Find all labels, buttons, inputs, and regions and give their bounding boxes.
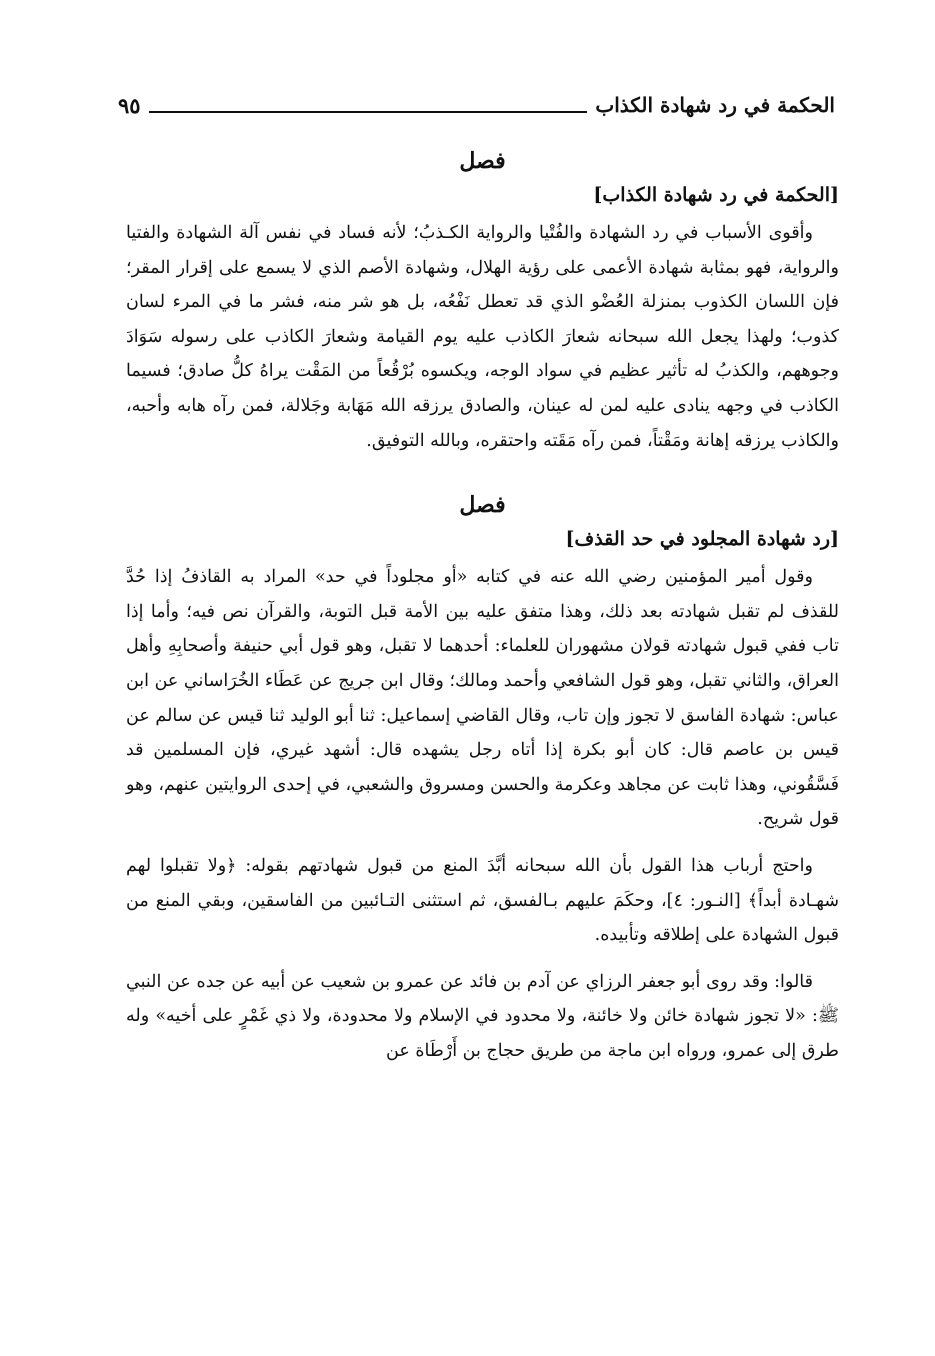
header-rule (149, 111, 588, 113)
paragraph: وقول أمير المؤمنين رضي الله عنه في كتابه «أو مجلوداً في حد» المراد به القاذفُ إذا حُدَّ للقذف لم تقبل شهادته بعد ذلك، وهذا متفق عليه بين الأمة قبل التوبة، والقرآن نص فيه؛ وأما إذا تاب ففي قبول شهادته قولان مشهوران للعلماء: أحدهما لا تقبل، وهو قول أبي حنيفة وأصحابِهِ وأهل العراق، والثاني تقبل، وهو قول الشافعي وأحمد ومالك؛ وقال ابن جريج عن عَطَاء الخُرَاساني عن ابن عباس: شهادة الفاسق لا تجوز وإن تاب، وقال القاضي إسماعيل: ثنا أبو الوليد ثنا قيس عن سالم عن قيس بن عاصم قال: كان أبو بكرة إذا أتاه رجل يشهده قال: أشهد غيري، فإن المسلمين قد فَسَّقُوني، وهذا ثابت عن مجاهد وعكرمة والحسن ومسروق والشعبي، في إحدى الروايتين عنهم، وهو قول شريح. (125, 567, 839, 830)
running-header (118, 88, 835, 122)
page-body (126, 140, 839, 1068)
section-2 (126, 492, 839, 1068)
section-1 (126, 148, 839, 458)
paragraph: واحتج أرباب هذا القول بأن الله سبحانه أبَّدَ المنع من قبول شهادتهم بقوله: ﴿ولا تقبلوا لهم شهـادة أبداً﴾ [النـور: ٤]، وحكَمَ عليهم بـالفسق، ثم استثنى التـائبين من الفاسقين، وبقي المنع من قبول الشهادة على إطلاقه وتأبيده. (126, 855, 839, 946)
section-subtitle: [رد شهادة المجلود في حد القذف] (565, 528, 839, 551)
section-heading: فصل (459, 148, 506, 174)
section-subtitle: [الحكمة في رد شهادة الكذاب] (593, 184, 839, 206)
section-heading: فصل (459, 492, 506, 519)
paragraph: وأقوى الأسباب في رد الشهادة والفُتْيا والرواية الكـذبُ؛ لأنه فساد في نفس آلة الشهادة والفتيا والرواية، فهو بمثابة شهادة الأعمى على رؤية الهلال، وشهادة الأصم الذي لا يسمع على إقرار المقر؛ فإن اللسان الكذوب بمنزلة العُضْو الذي قد تعطل نَفْعُه، بل هو شر منه، فشر ما في المرء لسان كذوب؛ ولهذا يجعل الله سبحانه شعارَ الكاذب عليه يوم القيامة وشعارَ الكاذب على رسوله سَوَادَ وجوههم، والكذبُ له تأثير عظيم في سواد الوجه، ويكسوه بُرْقُعاً من المَقْت يراهُ كلُّ صادق؛ فسيما الكاذب في وجهه ينادى عليه لمن له عينان، والصادق يرزقه الله مَهَابة وجَلالة، فمن رآه هابه وأحبه، والكاذب يرزقه إهانة ومَقْتاً، فمن رآه مَقَته واحتقره، وبالله التوفيق. (126, 223, 839, 451)
header-title: الحكمة في رد شهادة الكذاب (595, 93, 835, 117)
paragraph: قالوا: وقد روى أبو جعفر الرزاي عن آدم بن فائد عن عمرو بن شعيب عن أبيه عن جده عن النبي ﷺ: «لا تجوز شهادة خائن ولا خائنة، ولا محدود في الإسلام ولا محدودة، ولا ذي غَمْرٍ على أخيه» وله طرق إلى عمرو، ورواه ابن ماجة من طريق حجاج بن أَرْطَاة عن (126, 971, 839, 1061)
page-number: ٩٥ (118, 92, 141, 118)
